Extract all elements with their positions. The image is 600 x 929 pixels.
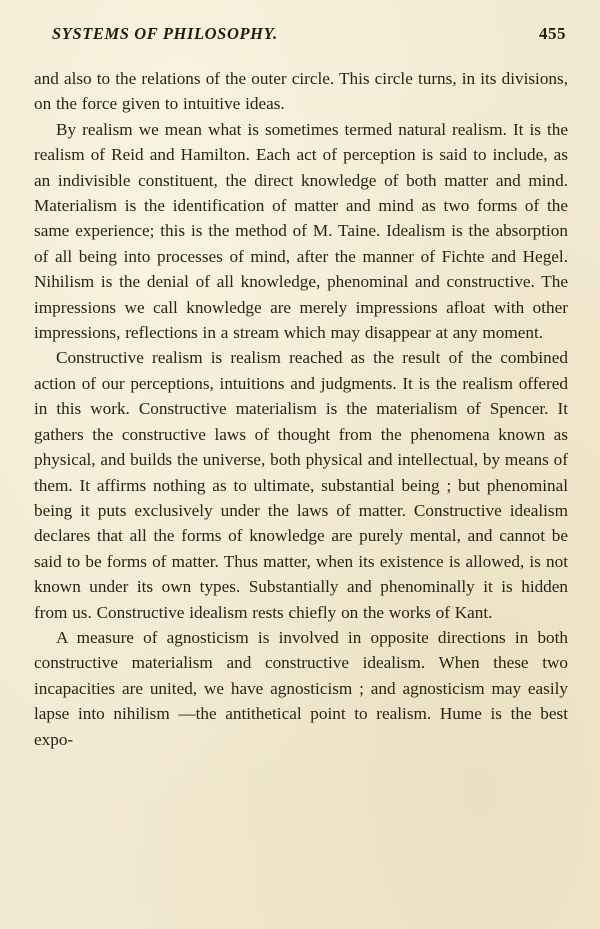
paragraph-agnosticism: A measure of agnosticism is involved in opposite directions in both constructive materialism and constructive idealism. When these two incapacities are united, we have agnosticism ; and agnosticism may easily lapse into nihilism —the antithetical point to realism. Hume is the best expo- [34, 627, 568, 749]
body-text [34, 66, 568, 752]
page-number: 455 [539, 24, 566, 43]
page-content [34, 24, 568, 752]
running-head: SYSTEMS OF PHILOSOPHY. [52, 24, 278, 43]
paragraph-continuation: and also to the relations of the outer circle. This circle turns, in its divisions, on the force given to intuitive ideas. [34, 69, 568, 114]
paragraph-realism: By realism we mean what is sometimes termed natural realism. It is the realism of Reid and Hamilton. Each act of perception is said to include, as an indivisible constituent, the direct knowledge of both matter and mind. Materialism is the identification of matter and mind as two forms of the same experience; this is the method of M. Taine. Idealism is the absorption of all being into processes of mind, after the manner of Fichte and Hegel. Nihilism is the denial of all knowledge, phenominal and constructive. The impressions we call knowledge are merely impressions afloat with other impressions, reflections in a stream which may disappear at any moment. [34, 119, 568, 343]
paragraph-constructive-realism: Constructive realism is realism reached as the result of the combined action of our perceptions, intuitions and judgments. It is the realism offered in this work. Constructive materialism is the materialism of Spencer. It gathers the constructive laws of thought from the phenomena known as physical, and builds the universe, both physical and intellectual, by means of them. It affirms nothing as to ultimate, substantial being ; but phenominal being it puts exclusively under the laws of matter. Constructive idealism declares that all the forms of knowledge are purely mental, and cannot be said to be forms of matter. Thus matter, when its existence is allowed, is not known under its own types. Substantially and phenominally it is hidden from us. Constructive idealism rests chiefly on the works of Kant. [34, 348, 568, 622]
page-header [34, 24, 568, 44]
